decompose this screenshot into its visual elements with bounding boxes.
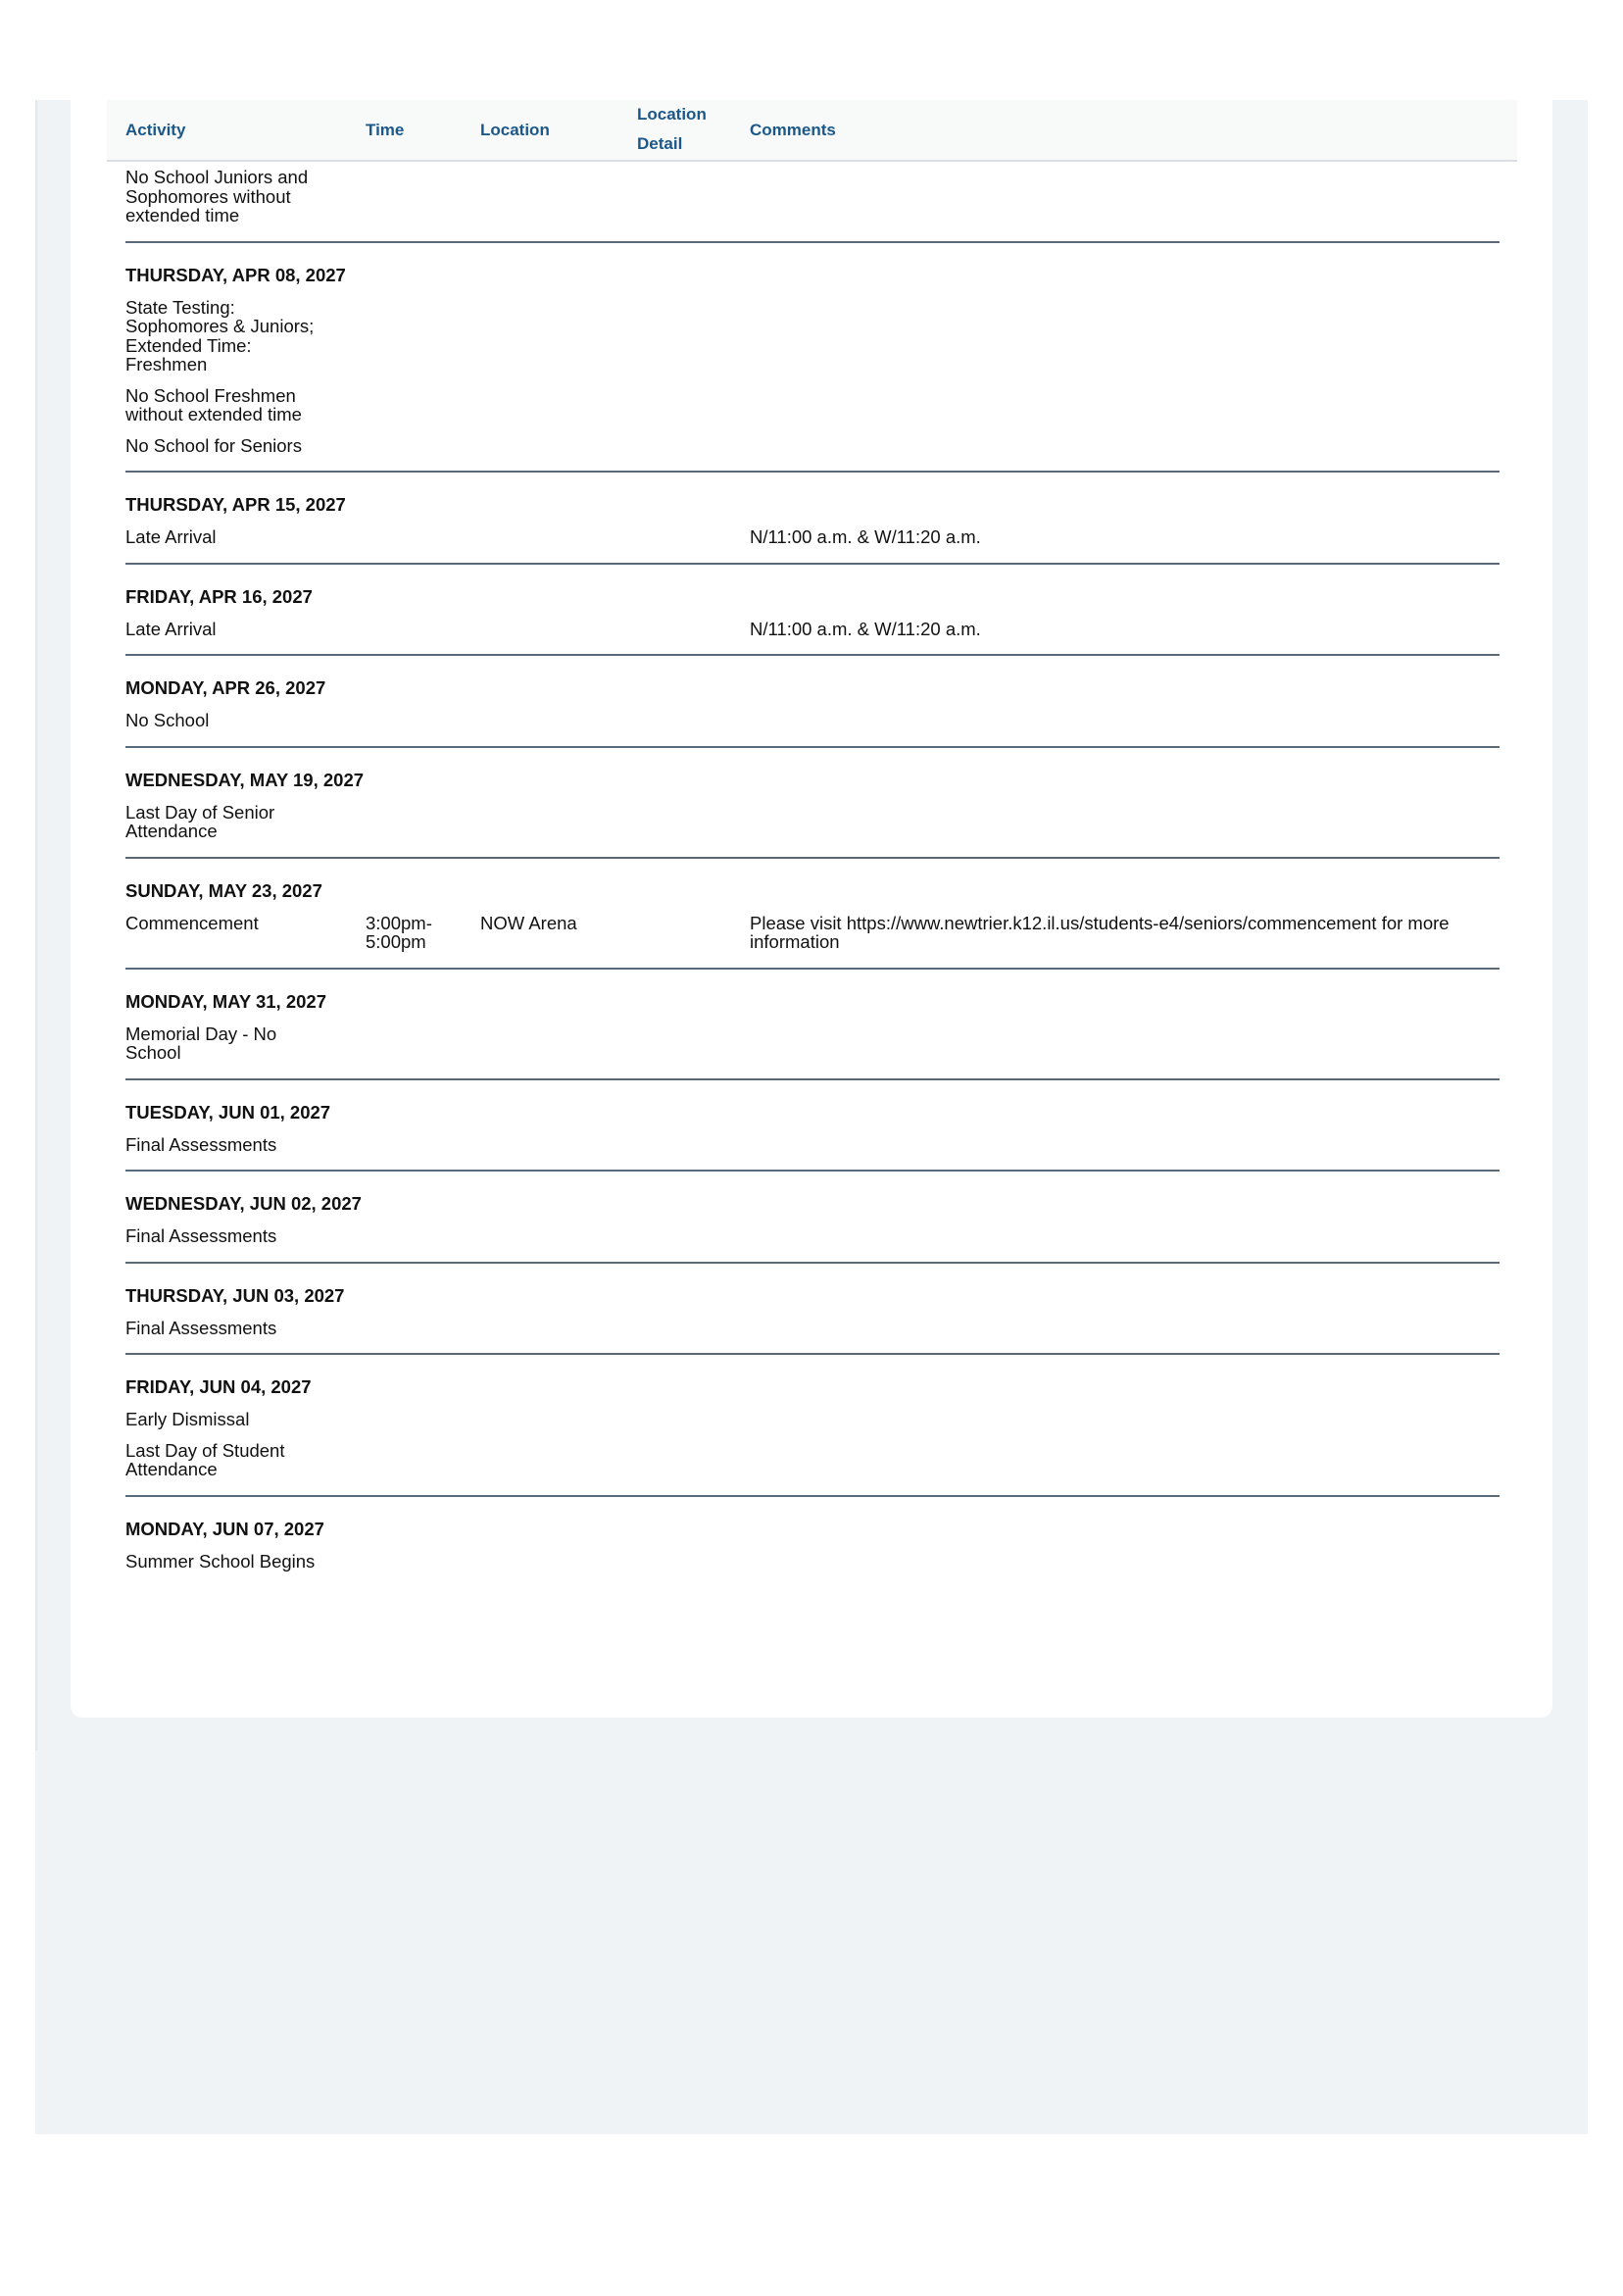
- location-cell: [480, 620, 637, 639]
- comments-cell: [750, 711, 1500, 730]
- table-body: [125, 162, 1500, 1586]
- time-cell: [366, 386, 480, 424]
- comments-cell: [750, 1552, 1500, 1572]
- location-cell: NOW Arena: [480, 912, 577, 933]
- time-cell: [366, 711, 480, 730]
- activity-cell: Late Arrival: [125, 526, 217, 547]
- location-detail-cell: [637, 1024, 750, 1063]
- date-group: [125, 859, 1500, 970]
- date-group: [125, 656, 1500, 748]
- location-cell: [480, 1135, 637, 1155]
- comments-cell: [750, 436, 1500, 456]
- time-cell: [366, 1410, 480, 1429]
- location-detail-cell: [637, 386, 750, 424]
- location-detail-cell: [637, 527, 750, 547]
- comments-cell: [750, 1410, 1500, 1429]
- activity-cell: Final Assessments: [125, 1133, 277, 1155]
- activity-cell: Final Assessments: [125, 1225, 277, 1246]
- location-detail-cell: [637, 803, 750, 841]
- comments-cell: [750, 298, 1500, 374]
- date-group: [125, 162, 1500, 243]
- date-heading: FRIDAY, APR 16, 2027: [125, 585, 313, 607]
- comments-cell: [750, 803, 1500, 841]
- table-row: [125, 914, 1500, 952]
- table-row: [125, 803, 1500, 841]
- activity-cell: No School for Seniors: [125, 434, 302, 456]
- location-cell: [480, 711, 637, 730]
- date-group: [125, 1355, 1500, 1497]
- activity-cell: Last Day of Student Attendance: [125, 1439, 285, 1479]
- table-row: [125, 1410, 1500, 1429]
- time-cell: [366, 1552, 480, 1572]
- table-row: [125, 1552, 1500, 1572]
- location-detail-cell: [637, 1441, 750, 1479]
- activity-cell: Last Day of Senior Attendance: [125, 801, 275, 841]
- date-group: [125, 565, 1500, 657]
- location-cell: [480, 1319, 637, 1338]
- activity-cell: No School Freshmen without extended time: [125, 384, 302, 424]
- time-cell: [366, 1135, 480, 1155]
- column-header-location-detail[interactable]: Location Detail: [637, 105, 707, 153]
- location-cell: [480, 1410, 637, 1429]
- date-heading: SUNDAY, MAY 23, 2027: [125, 879, 322, 901]
- activity-cell: State Testing: Sophomores & Juniors; Extended Time: Freshmen: [125, 296, 315, 374]
- table-row: [125, 436, 1500, 456]
- date-heading: MONDAY, JUN 07, 2027: [125, 1518, 324, 1539]
- time-cell: [366, 1226, 480, 1246]
- time-cell: 3:00pm-5:00pm: [366, 912, 432, 952]
- date-group: [125, 1497, 1500, 1587]
- table-row: [125, 168, 1500, 225]
- table-header: [107, 100, 1517, 162]
- date-group: [125, 1264, 1500, 1356]
- time-cell: [366, 1441, 480, 1479]
- location-detail-cell: [637, 298, 750, 374]
- activity-cell: Summer School Begins: [125, 1550, 316, 1572]
- comments-cell: [750, 1135, 1500, 1155]
- date-heading: MONDAY, APR 26, 2027: [125, 677, 326, 698]
- date-heading: THURSDAY, APR 15, 2027: [125, 494, 346, 515]
- time-cell: [366, 527, 480, 547]
- location-detail-cell: [637, 1135, 750, 1155]
- location-cell: [480, 1024, 637, 1063]
- table-row: [125, 298, 1500, 374]
- column-header-comments[interactable]: Comments: [750, 121, 836, 139]
- column-header-time[interactable]: Time: [366, 121, 405, 139]
- time-cell: [366, 436, 480, 456]
- location-cell: [480, 1441, 637, 1479]
- comments-cell: [750, 386, 1500, 424]
- date-heading: THURSDAY, JUN 03, 2027: [125, 1284, 345, 1306]
- time-cell: [366, 168, 480, 225]
- table-row: [125, 1226, 1500, 1246]
- comments-cell: N/11:00 a.m. & W/11:20 a.m.: [750, 526, 981, 547]
- location-cell: [480, 527, 637, 547]
- comments-cell: [750, 1024, 1500, 1063]
- comments-cell: Please visit https://www.newtrier.k12.il.us/students-e4/seniors/commencement for more information: [750, 912, 1450, 952]
- location-cell: [480, 803, 637, 841]
- date-group: [125, 243, 1500, 474]
- comments-cell: [750, 1441, 1500, 1479]
- time-cell: [366, 1319, 480, 1338]
- table-row: [125, 1319, 1500, 1338]
- table-row: [125, 386, 1500, 424]
- table-row: [125, 711, 1500, 730]
- comments-cell: N/11:00 a.m. & W/11:20 a.m.: [750, 618, 981, 639]
- activity-cell: No School Juniors and Sophomores without extended time: [125, 167, 309, 225]
- location-cell: [480, 386, 637, 424]
- left-border: [35, 100, 37, 1750]
- date-heading: WEDNESDAY, MAY 19, 2027: [125, 769, 365, 790]
- time-cell: [366, 298, 480, 374]
- activity-cell: Final Assessments: [125, 1317, 277, 1338]
- activity-cell: Late Arrival: [125, 618, 217, 639]
- date-heading: THURSDAY, APR 08, 2027: [125, 264, 346, 285]
- date-group: [125, 1172, 1500, 1264]
- date-group: [125, 748, 1500, 859]
- location-detail-cell: [637, 914, 750, 952]
- calendar-card: [71, 100, 1552, 1718]
- location-detail-cell: [637, 711, 750, 730]
- location-cell: [480, 1552, 637, 1572]
- location-cell: [480, 436, 637, 456]
- date-heading: WEDNESDAY, JUN 02, 2027: [125, 1193, 362, 1214]
- time-cell: [366, 1024, 480, 1063]
- comments-cell: [750, 1226, 1500, 1246]
- location-cell: [480, 1226, 637, 1246]
- comments-cell: [750, 1319, 1500, 1338]
- table-row: [125, 1441, 1500, 1479]
- time-cell: [366, 803, 480, 841]
- location-detail-cell: [637, 436, 750, 456]
- column-header-activity[interactable]: Activity: [125, 121, 186, 139]
- location-detail-cell: [637, 620, 750, 639]
- location-cell: [480, 298, 637, 374]
- date-group: [125, 1080, 1500, 1173]
- table-row: [125, 527, 1500, 547]
- comments-cell: [750, 168, 1500, 225]
- table-row: [125, 620, 1500, 639]
- table-row: [125, 1024, 1500, 1063]
- location-detail-cell: [637, 1552, 750, 1572]
- table-row: [125, 1135, 1500, 1155]
- column-header-location[interactable]: Location: [480, 121, 550, 139]
- location-detail-cell: [637, 1319, 750, 1338]
- time-cell: [366, 620, 480, 639]
- date-heading: FRIDAY, JUN 04, 2027: [125, 1376, 312, 1397]
- activity-cell: Memorial Day - No School: [125, 1023, 277, 1063]
- date-heading: TUESDAY, JUN 01, 2027: [125, 1101, 331, 1123]
- activity-cell: No School: [125, 710, 210, 730]
- date-group: [125, 473, 1500, 565]
- location-detail-cell: [637, 1226, 750, 1246]
- activity-cell: Commencement: [125, 912, 259, 933]
- activity-cell: Early Dismissal: [125, 1409, 250, 1429]
- date-heading: MONDAY, MAY 31, 2027: [125, 990, 326, 1012]
- location-detail-cell: [637, 1410, 750, 1429]
- location-cell: [480, 168, 637, 225]
- date-group: [125, 970, 1500, 1080]
- location-detail-cell: [637, 168, 750, 225]
